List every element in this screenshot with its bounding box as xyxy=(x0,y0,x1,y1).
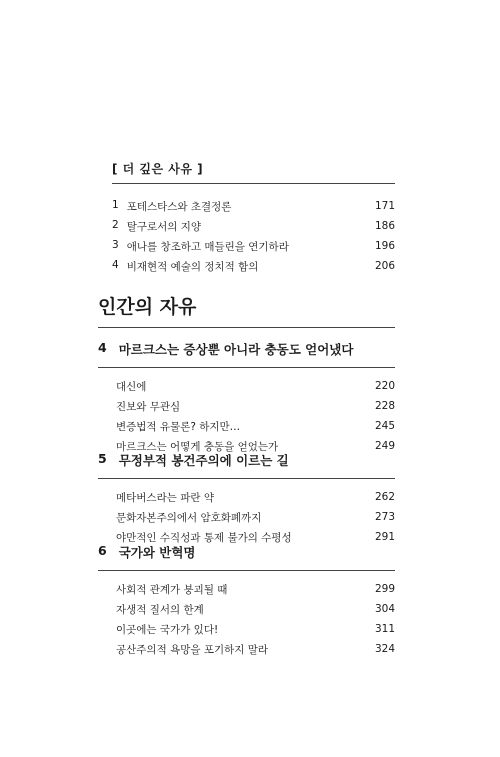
entry-label: 탈구로서의 지양 xyxy=(126,220,202,233)
toc-entry[interactable] xyxy=(116,579,395,599)
entry-page: 196 xyxy=(374,240,395,252)
toc-entry[interactable] xyxy=(112,236,395,256)
entry-label: 비재현적 예술의 정치적 함의 xyxy=(126,260,259,273)
chapter-6 xyxy=(98,543,395,659)
toc-entry[interactable] xyxy=(116,376,395,396)
chapter-title[interactable] xyxy=(98,340,395,368)
toc-entry[interactable] xyxy=(116,487,395,507)
entry-page: 249 xyxy=(374,440,395,452)
entry-number: 2 xyxy=(112,218,119,231)
entry-number: 3 xyxy=(112,238,119,251)
entry-label: 문화자본주의에서 암호화폐까지 xyxy=(116,511,262,524)
part-heading xyxy=(98,292,395,328)
entry-page: 220 xyxy=(374,380,395,392)
chapter-sections xyxy=(116,376,395,456)
entry-label: 변증법적 유물론? 하지만… xyxy=(116,420,241,433)
entry-label: 대신에 xyxy=(116,380,147,393)
chapter-label: 국가와 반혁명 xyxy=(118,545,196,560)
entry-page: 171 xyxy=(374,200,395,212)
chapter-4 xyxy=(98,340,395,456)
chapter-title[interactable] xyxy=(98,543,395,571)
entry-page: 291 xyxy=(374,531,395,543)
entry-label: 이곳에는 국가가 있다! xyxy=(116,623,219,636)
deep-thought-section xyxy=(112,160,395,276)
chapter-sections xyxy=(116,487,395,547)
toc-entry[interactable] xyxy=(116,396,395,416)
entry-label: 포테스타스와 초결정론 xyxy=(126,200,232,213)
chapter-number: 5 xyxy=(98,451,107,466)
part-title: 인간의 자유 xyxy=(98,292,395,328)
entry-label: 마르크스는 어떻게 충동을 얻었는가 xyxy=(116,440,279,453)
entry-label: 사회적 관계가 붕괴될 때 xyxy=(116,583,228,596)
entry-page: 311 xyxy=(374,623,395,635)
entry-page: 228 xyxy=(374,400,395,412)
entry-label: 진보와 무관심 xyxy=(116,400,181,413)
chapter-label: 마르크스는 증상뿐 아니라 충동도 얻어냈다 xyxy=(118,342,354,357)
entry-page: 262 xyxy=(374,491,395,503)
toc-entry[interactable] xyxy=(116,619,395,639)
toc-entry[interactable] xyxy=(112,256,395,276)
toc-entry[interactable] xyxy=(116,507,395,527)
entry-page: 245 xyxy=(374,420,395,432)
entry-page: 273 xyxy=(374,511,395,523)
entry-number: 1 xyxy=(112,198,119,211)
deep-thought-list xyxy=(112,196,395,276)
entry-label: 메타버스라는 파란 약 xyxy=(116,491,214,504)
chapter-label: 무정부적 봉건주의에 이르는 길 xyxy=(118,453,289,468)
entry-page: 324 xyxy=(374,643,395,655)
entry-label: 공산주의적 욕망을 포기하지 말라 xyxy=(116,643,269,656)
toc-entry[interactable] xyxy=(116,599,395,619)
chapter-number: 4 xyxy=(98,340,107,355)
toc-entry[interactable] xyxy=(112,196,395,216)
entry-label: 애나를 창조하고 매들린을 연기하라 xyxy=(126,240,289,253)
entry-label: 자생적 질서의 한계 xyxy=(116,603,204,616)
deep-thought-title: [ 더 깊은 사유 ] xyxy=(112,160,395,184)
toc-entry[interactable] xyxy=(116,639,395,659)
toc-entry[interactable] xyxy=(116,416,395,436)
toc-entry[interactable] xyxy=(112,216,395,236)
chapter-5 xyxy=(98,451,395,547)
entry-label: 야만적인 수직성과 통제 불가의 수평성 xyxy=(116,531,292,544)
entry-page: 186 xyxy=(374,220,395,232)
chapter-sections xyxy=(116,579,395,659)
chapter-number: 6 xyxy=(98,543,107,558)
entry-page: 206 xyxy=(374,260,395,272)
chapter-title[interactable] xyxy=(98,451,395,479)
entry-page: 304 xyxy=(374,603,395,615)
entry-page: 299 xyxy=(374,583,395,595)
entry-number: 4 xyxy=(112,258,119,271)
